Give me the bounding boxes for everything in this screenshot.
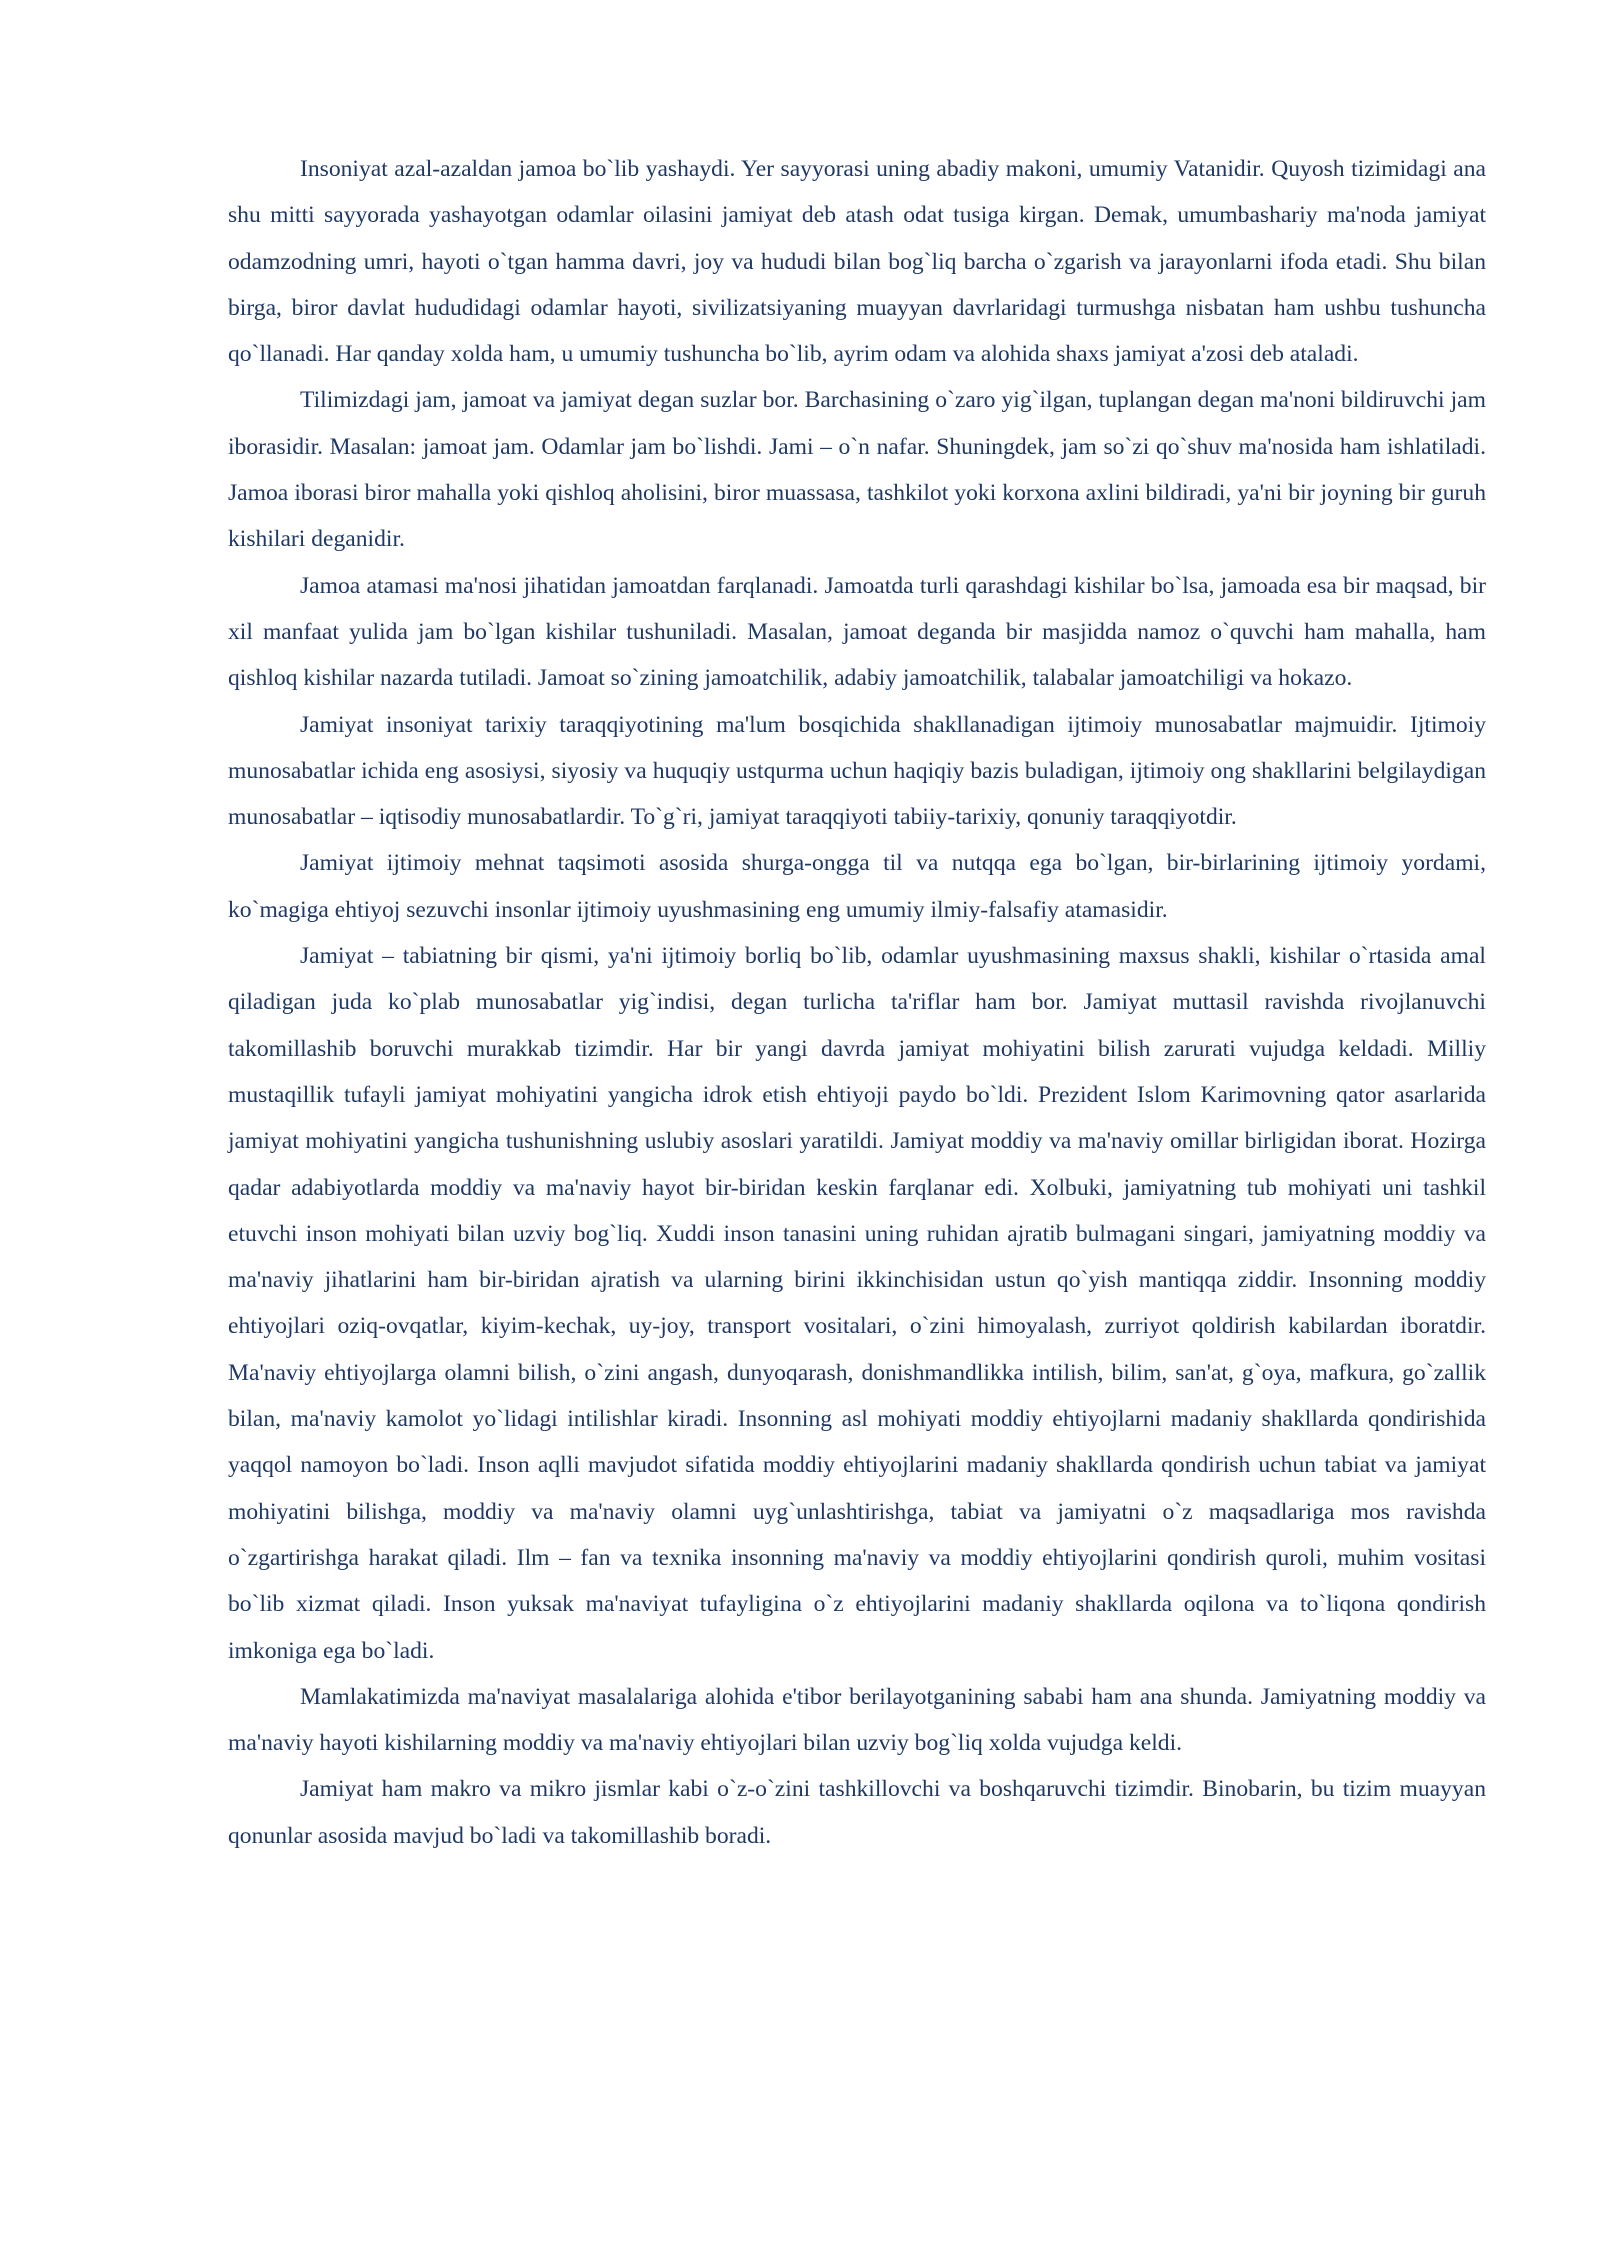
paragraph-6: Jamiyat – tabiatning bir qismi, ya'ni ijtimoiy borliq bo`lib, odamlar uyushmasining maxsus shakli, kishilar o`rtasida amal qiladigan juda ko`plab munosabatlar yig`indisi, degan turlicha ta'riflar ham bor. Jamiyat muttasil ravishda rivojlanuvchi takomillashib boruvchi murakkab tizimdir. Har bir yangi davrda jamiyat mohiyatini bilish zarurati vujudga keldadi. Milliy mustaqillik tufayli jamiyat mohiyatini yangicha idrok etish ehtiyoji paydo bo`ldi. Prezident Islom Karimovning qator asarlarida jamiyat mohiyatini yangicha tushunishning uslubiy asoslari yaratildi. Jamiyat moddiy va ma'naviy omillar birligidan iborat. Hozirga qadar adabiyotlarda moddiy va ma'naviy hayot bir-biridan keskin farqlanar edi. Xolbuki, jamiyatning tub mohiyati uni tashkil etuvchi inson mohiyati bilan uzviy bog`liq. Xuddi inson tanasini uning ruhidan ajratib bulmagani singari, jamiyatning moddiy va ma'naviy jihatlarini ham bir-biridan ajratish va ularning birini ikkinchisidan ustun qo`yish mantiqqa ziddir. Insonning moddiy ehtiyojlari oziq-ovqatlar, kiyim-kechak, uy-joy, transport vositalari, o`zini himoyalash, zurriyot qoldirish kabilardan iboratdir. Ma'naviy ehtiyojlarga olamni bilish, o`zini angash, dunyoqarash, donishmandlikka intilish, bilim, san'at, g`oya, mafkura, go`zallik bilan, ma'naviy kamolot yo`lidagi intilishlar kiradi. Insonning asl mohiyati moddiy ehtiyojlarni madaniy shakllarda qondirishida yaqqol namoyon bo`ladi. Inson aqlli mavjudot sifatida moddiy ehtiyojlarini madaniy shakllarda qondirish uchun tabiat va jamiyat mohiyatini bilishga, moddiy va ma'naviy olamni uyg`unlashtirishga, tabiat va jamiyatni o`z maqsadlariga mos ravishda o`zgartirishga harakat qiladi. Ilm – fan va texnika insonning ma'naviy va moddiy ehtiyojlarini qondirish quroli, muhim vositasi bo`lib xizmat qiladi. Inson yuksak ma'naviyat tufayligina o`z ehtiyojlarini madaniy shakllarda oqilona va to`liqona qondirish imkoniga ega bo`ladi. — [228, 943, 1486, 1664]
paragraph-5: Jamiyat ijtimoiy mehnat taqsimoti asosida shurga-ongga til va nutqqa ega bo`lgan, bir-birlarining ijtimoiy yordami, ko`magiga ehtiyoj sezuvchi insonlar ijtimoiy uyushmasining eng umumiy ilmiy-falsafiy atamasidir. — [228, 850, 1486, 923]
paragraph-7: Mamlakatimizda ma'naviyat masalalariga alohida e'tibor berilayotganining sababi ham ana shunda. Jamiyatning moddiy va ma'naviy hayoti kishilarning moddiy va ma'naviy ehtiyojlari bilan uzviy bog`liq xolda vujudga keldi. — [228, 1683, 1486, 1757]
paragraph-3: Jamoa atamasi ma'nosi jihatidan jamoatdan farqlanadi. Jamoatda turli qarashdagi kishilar bo`lsa, jamoada esa bir maqsad, bir xil manfaat yulida jam bo`lgan kishilar tushuniladi. Masalan, jamoat deganda bir masjidda namoz o`quvchi ham mahalla, ham qishloq kishilar nazarda tutiladi. Jamoat so`zining jamoatchilik, adabiy jamoatchilik, talabalar jamoatchiligi va hokazo. — [228, 572, 1486, 692]
paragraph-1: Insoniyat azal-azaldan jamoa bo`lib yashaydi. Yer sayyorasi uning abadiy makoni, umumiy Vatanidir. Quyosh tizimidagi ana shu mitti sayyorada yashayotgan odamlar oilasini jamiyat deb atash odat tusiga kirgan. Demak, umumbashariy ma'noda jamiyat odamzodning umri, hayoti o`tgan hamma davri, joy va hududi bilan bog`liq barcha o`zgarish va jarayonlarni ifoda etadi. Shu bilan birga, biror davlat hududidagi odamlar hayoti, sivilizatsiyaning muayyan davrlaridagi turmushga nisbatan ham ushbu tushuncha qo`llanadi. Har qanday xolda ham, u umumiy tushuncha bo`lib, ayrim odam va alohida shaxs jamiyat a'zosi deb ataladi. — [228, 156, 1486, 368]
paragraph-4: Jamiyat insoniyat tarixiy taraqqiyotining ma'lum bosqichida shakllanadigan ijtimoiy munosabatlar majmuidir. Ijtimoiy munosabatlar ichida eng asosiysi, siyosiy va huquqiy ustqurma uchun haqiqiy bazis buladigan, ijtimoiy ong shakllarini belgilaydigan munosabatlar – iqtisodiy munosabatlardir. To`g`ri, jamiyat taraqqiyoti tabiiy-tarixiy, qonuniy taraqqiyotdir. — [228, 711, 1486, 831]
document-body — [228, 146, 1486, 1859]
paragraph-8: Jamiyat ham makro va mikro jismlar kabi o`z-o`zini tashkillovchi va boshqaruvchi tizimdir. Binobarin, bu tizim muayyan qonunlar asosida mavjud bo`ladi va takomillashib boradi. — [228, 1776, 1486, 1849]
paragraph-2: Tilimizdagi jam, jamoat va jamiyat degan suzlar bor. Barchasining o`zaro yig`ilgan, tuplangan degan ma'noni bildiruvchi jam iborasidir. Masalan: jamoat jam. Odamlar jam bo`lishdi. Jami – o`n nafar. Shuningdek, jam so`zi qo`shuv ma'nosida ham ishlatiladi. Jamoa iborasi biror mahalla yoki qishloq aholisini, biror muassasa, tashkilot yoki korxona axlini bildiradi, ya'ni bir joyning bir guruh kishilari deganidir. — [228, 387, 1486, 553]
